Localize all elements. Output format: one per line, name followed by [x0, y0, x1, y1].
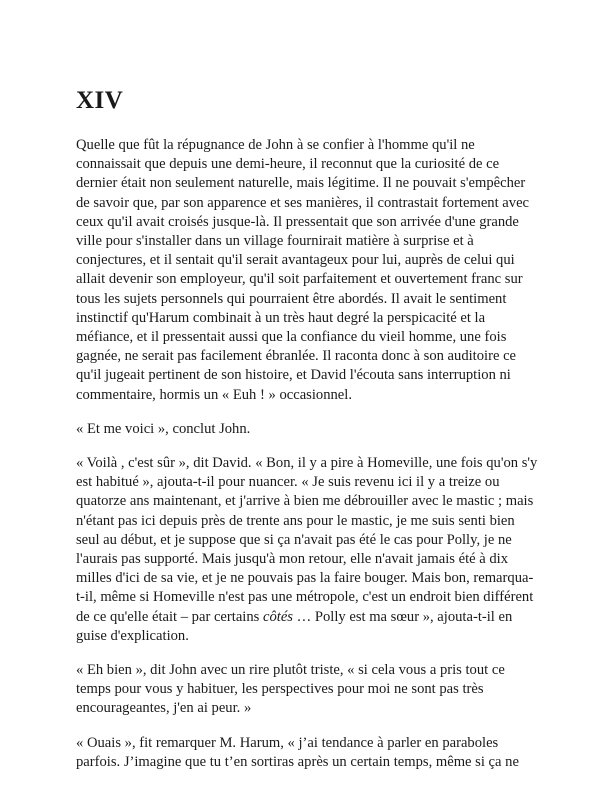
- italic-word: côtés: [262, 608, 293, 625]
- book-page: [76, 86, 538, 787]
- paragraph-text: « Voilà , c'est sûr », dit David. « Bon, il y a pire à Homeville, une fois qu'on s'y est habitué », ajouta-t-il pour nuancer. « Je suis revenu ici il y a treize ou quatorze ans maintenant, et j'arrive à bien me débrouiller avec le mastic ; mais n'étant pas ici depuis près de trente ans pour le mastic, je me suis senti bien seul au début, et je suppose que si ça n'avait pas été le cas pour Polly, je ne l'aurais pas supporté. Mais jusqu'à mon retour, elle n'avait jamais été à dix milles d'ici de sa vie, et je ne pouvais pas la faire bouger. Mais bon, remarqua-t-il, même si Homeville n'est pas une métropole, c'est un endroit bien différent de ce qu'elle était – par certains: [76, 455, 538, 625]
- paragraph-text: « Ouais », fit remarquer M. Harum, « j’ai tendance à parler en paraboles parfois. J’imagine que tu t’en sortiras après un certain temps, même si ça ne: [76, 734, 519, 770]
- paragraph-4: [76, 661, 538, 719]
- paragraph-1: [76, 136, 538, 405]
- paragraph-2: [76, 420, 538, 439]
- chapter-title: XIV: [76, 87, 124, 114]
- paragraph-text: Quelle que fût la répugnance de John à se confier à l'homme qu'il ne connaissait que depuis une demi-heure, il reconnut que la curiosité de ce dernier était non seulement naturelle, mais légitime. Il ne pouvait s'empêcher de savoir que, par son apparence et ses manières, il contrastait fortement avec ceux qu'il avait croisés jusque-là. Il pressentait que son arrivée d'une grande ville pour s'installer dans un village fournirait matière à surprise et à conjectures, et il sentait qu'il serait avantageux pour lui, auprès de celui qui allait devenir son employeur, qu'il soit parfaitement et ouvertement franc sur tous les sujets personnels qui pourraient être abordés. Il avait le sentiment instinctif qu'Harum combinait à un très haut degré la perspicacité et la méfiance, et il pressentait aussi que la confiance du vieil homme, une fois gagnée, ne serait pas facilement ébranlée. Il raconta donc à son auditoire ce qu'il jugeait pertinent de son histoire, et David l'écouta sans interruption ni commentaire, hormis un « Euh ! » occasionnel.: [76, 137, 530, 403]
- paragraph-5: [76, 734, 538, 772]
- paragraph-3: [76, 454, 538, 646]
- paragraph-text: « Eh bien », dit John avec un rire plutôt triste, « si cela vous a pris tout ce temps pour vous y habituer, les perspectives pour moi ne sont pas très encourageantes, j'en ai peur. »: [76, 662, 505, 717]
- paragraph-text: « Et me voici », conclut John.: [76, 420, 251, 437]
- paragraph-text-end: … Polly est ma sœur », ajouta-t-il en guise d'explication.: [76, 608, 513, 644]
